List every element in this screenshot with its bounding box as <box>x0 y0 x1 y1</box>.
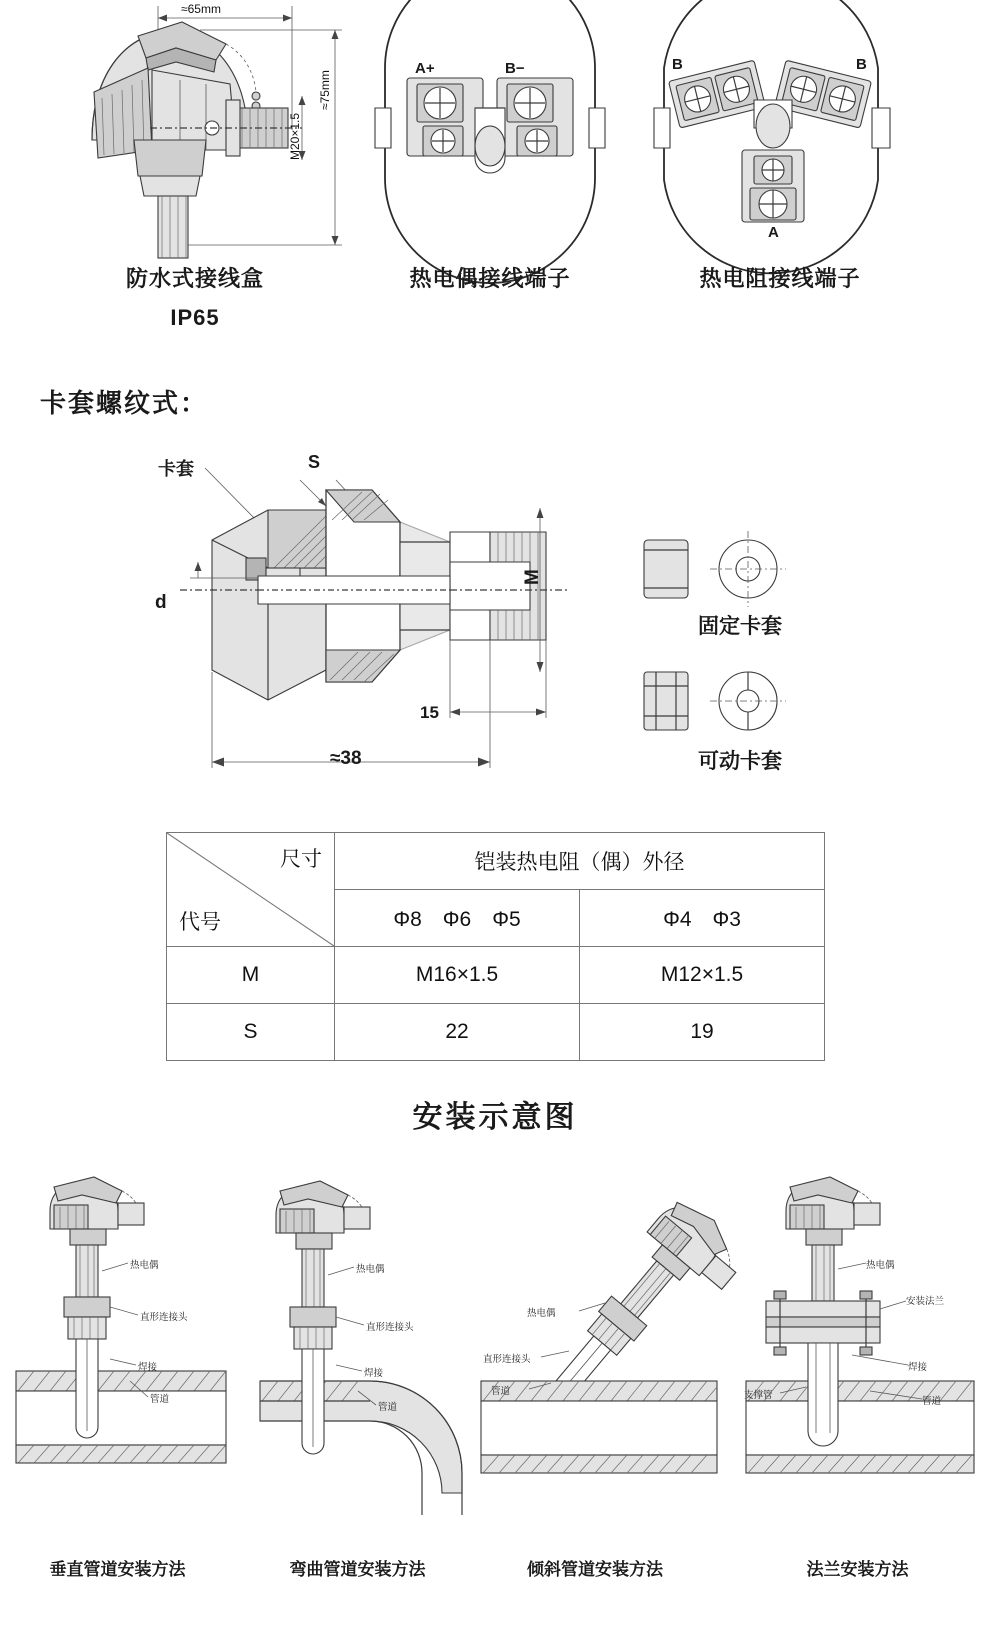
table-cell-code-s: S <box>167 1004 335 1061</box>
table-row <box>167 947 825 1004</box>
table-row <box>167 1004 825 1061</box>
annotation-thermocouple: 热电偶 <box>130 1260 159 1271</box>
annotation-thermocouple: 热电偶 <box>527 1308 556 1319</box>
annotation-pipe: 管道 <box>922 1396 942 1407</box>
table-header-outer-diameter: 铠装热电阻（偶）外径 <box>335 833 825 890</box>
figure-bent-pipe-installation <box>250 1175 480 1545</box>
caption-inclined-pipe-installation: 倾斜管道安装方法 <box>527 1560 663 1579</box>
table-subheader-2: Φ4 Φ3 <box>580 890 825 947</box>
table-row <box>167 833 825 890</box>
section-title-ferrule-thread: 卡套螺纹式： <box>40 388 209 418</box>
annotation-straight-connector: 直形连接头 <box>483 1354 531 1365</box>
terminal-label-b-minus: B− <box>505 60 525 77</box>
corner-label-code: 代号 <box>179 911 221 934</box>
annotation-weld: 焊接 <box>364 1368 384 1379</box>
svg-text:≈65mm: ≈65mm <box>181 2 221 16</box>
table-cell-s-value-1: 22 <box>335 1004 580 1061</box>
annotation-thermocouple: 热电偶 <box>356 1264 385 1275</box>
label-thread-m: M <box>522 569 543 585</box>
caption-waterproof-box: 防水式接线盒 <box>125 266 264 291</box>
label-dim-15: 15 <box>420 703 439 722</box>
terminal-label-a-plus: A+ <box>415 60 435 77</box>
terminal-label-a: A <box>768 224 779 241</box>
figure-inclined-pipe-installation <box>475 1175 725 1545</box>
table-cell-code-m: M <box>167 947 335 1004</box>
dim-thread-label: M20×1.5 <box>288 112 302 160</box>
caption-bent-pipe-installation: 弯曲管道安装方法 <box>289 1560 426 1579</box>
caption-movable-ferrule: 可动卡套 <box>698 750 782 773</box>
dim-height-label: ≈75mm <box>318 70 332 110</box>
annotation-support-tube: 支撑管 <box>744 1390 773 1401</box>
terminal-label-b1: B <box>672 56 683 73</box>
table-subheader-1: Φ8 Φ6 Φ5 <box>335 890 580 947</box>
figure-thermocouple-terminal <box>375 8 605 258</box>
table-corner-cell <box>167 833 335 947</box>
figure-rtd-terminal <box>650 8 895 258</box>
caption-rtd-terminal: 热电阻接线端子 <box>699 266 861 291</box>
table-cell-m-value-2: M12×1.5 <box>580 947 825 1004</box>
annotation-pipe: 管道 <box>491 1386 511 1397</box>
table-cell-s-value-2: 19 <box>580 1004 825 1061</box>
annotation-weld: 焊接 <box>908 1362 928 1373</box>
caption-ip-rating: IP65 <box>170 305 220 330</box>
annotation-straight-connector: 直形连接头 <box>366 1322 414 1333</box>
caption-flange-installation: 法兰安装方法 <box>806 1560 909 1579</box>
label-diameter-d: d <box>155 592 167 613</box>
annotation-mounting-flange: 安装法兰 <box>906 1296 945 1307</box>
top-figure-row <box>0 0 990 345</box>
figure-waterproof-junction-box <box>30 0 360 270</box>
figure-ferrule-thread-assembly <box>150 450 580 790</box>
annotation-pipe: 管道 <box>378 1402 398 1413</box>
annotation-thermocouple: 热电偶 <box>866 1260 895 1271</box>
table-cell-m-value-1: M16×1.5 <box>335 947 580 1004</box>
caption-thermocouple-terminal: 热电偶接线端子 <box>409 266 571 291</box>
install-section-title: 安装示意图 <box>412 1101 578 1134</box>
caption-vertical-pipe-installation: 垂直管道安装方法 <box>49 1560 186 1579</box>
corner-label-size: 尺寸 <box>280 848 322 871</box>
annotation-pipe: 管道 <box>150 1394 170 1405</box>
label-dim-38: ≈38 <box>330 748 362 769</box>
caption-fixed-ferrule: 固定卡套 <box>698 615 782 638</box>
label-ferrule: 卡套 <box>158 459 194 479</box>
terminal-label-b2: B <box>856 56 867 73</box>
annotation-straight-connector: 直形连接头 <box>140 1312 188 1323</box>
figure-flange-installation <box>740 1175 980 1545</box>
spec-table <box>166 832 825 1061</box>
label-across-flats-s: S <box>308 452 321 472</box>
annotation-weld: 焊接 <box>138 1362 158 1373</box>
figure-vertical-pipe-installation <box>10 1175 240 1545</box>
